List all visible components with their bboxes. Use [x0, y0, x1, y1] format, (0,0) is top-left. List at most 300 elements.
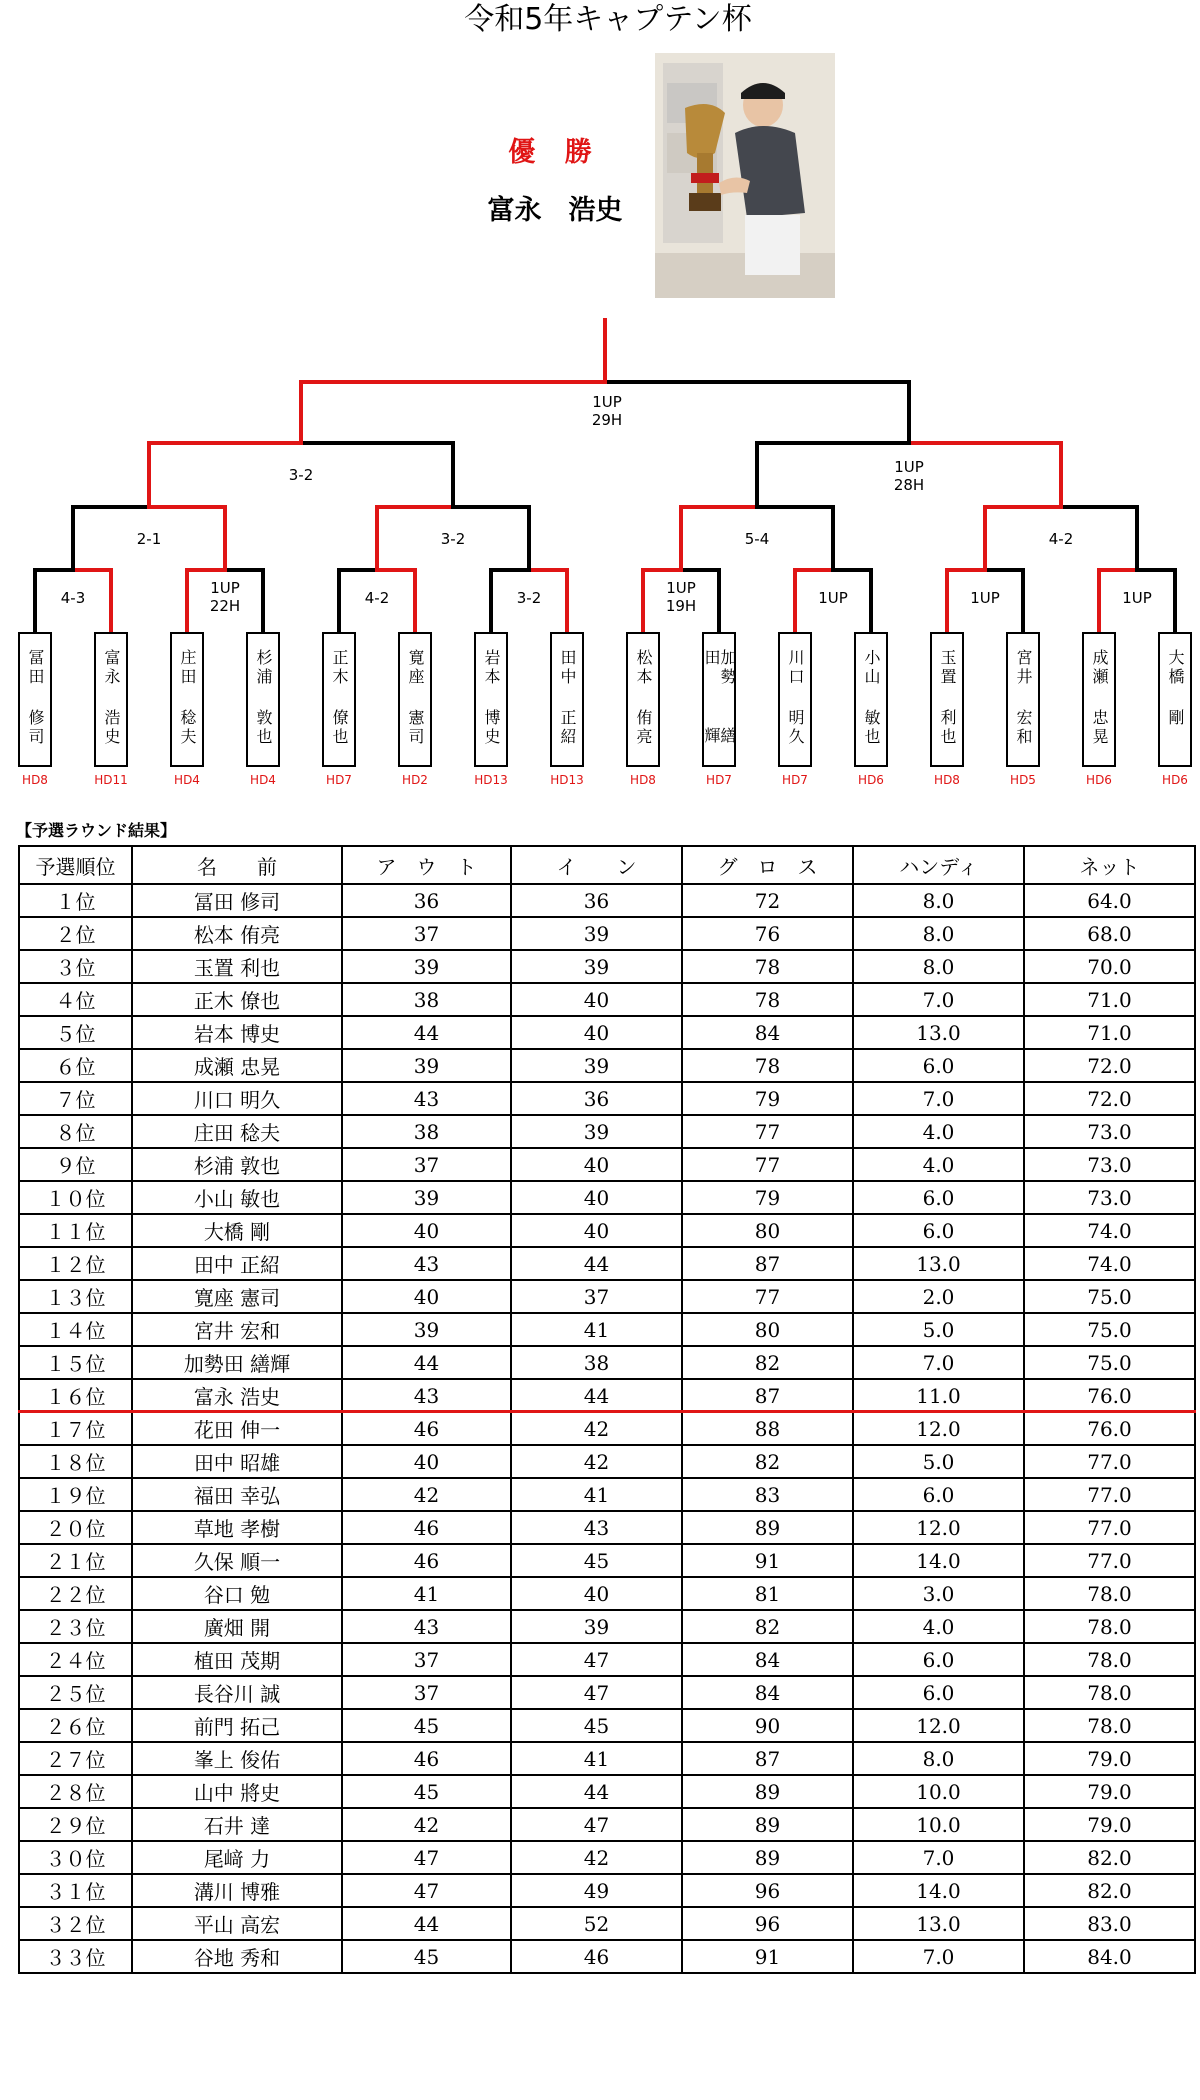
bracket-player	[778, 632, 812, 767]
cell-rank: ９位	[19, 1148, 132, 1181]
winner-photo	[655, 53, 835, 298]
table-row	[19, 1049, 1195, 1082]
cell-out: 45	[342, 1709, 511, 1742]
cell-out: 37	[342, 1676, 511, 1709]
cell-gross: 84	[682, 1676, 853, 1709]
cell-gross: 84	[682, 1016, 853, 1049]
cell-handicap: 14.0	[853, 1874, 1024, 1907]
cell-net: 78.0	[1024, 1676, 1195, 1709]
cell-net: 79.0	[1024, 1742, 1195, 1775]
cell-rank: ３位	[19, 950, 132, 983]
cell-handicap: 13.0	[853, 1247, 1024, 1280]
table-row	[19, 1478, 1195, 1511]
cell-gross: 77	[682, 1280, 853, 1313]
cell-gross: 96	[682, 1907, 853, 1940]
cell-handicap: 7.0	[853, 1841, 1024, 1874]
cell-net: 73.0	[1024, 1115, 1195, 1148]
player-handicap: HD6	[858, 773, 884, 787]
cell-gross: 79	[682, 1181, 853, 1214]
cell-in: 45	[511, 1709, 682, 1742]
cell-net: 74.0	[1024, 1214, 1195, 1247]
table-row	[19, 1808, 1195, 1841]
player-handicap: HD4	[250, 773, 276, 787]
cell-gross: 89	[682, 1511, 853, 1544]
player-surname: 小山	[862, 649, 881, 687]
match-score: 5-4	[744, 530, 770, 548]
cell-out: 46	[342, 1544, 511, 1577]
cell-out: 45	[342, 1940, 511, 1973]
cell-handicap: 4.0	[853, 1610, 1024, 1643]
table-row	[19, 884, 1195, 917]
cell-gross: 81	[682, 1577, 853, 1610]
cell-rank: ３２位	[19, 1907, 132, 1940]
player-surname: 大橋	[1166, 649, 1185, 687]
bracket-player	[702, 632, 736, 767]
cell-net: 76.0	[1024, 1412, 1195, 1445]
winner-name: 富永 浩史	[487, 195, 623, 226]
cell-handicap: 2.0	[853, 1280, 1024, 1313]
player-handicap: HD8	[22, 773, 48, 787]
cell-out: 47	[342, 1841, 511, 1874]
cell-gross: 87	[682, 1247, 853, 1280]
cell-name: 田中 昭雄	[132, 1445, 342, 1478]
cell-name: 玉置 利也	[132, 950, 342, 983]
cell-out: 43	[342, 1610, 511, 1643]
cell-name: 草地 孝樹	[132, 1511, 342, 1544]
cell-in: 40	[511, 1016, 682, 1049]
cell-in: 52	[511, 1907, 682, 1940]
table-row	[19, 1742, 1195, 1775]
page-title: 令和5年キャプテン杯	[464, 2, 752, 37]
player-surname: 庄田	[178, 649, 197, 687]
cell-handicap: 5.0	[853, 1313, 1024, 1346]
cell-rank: ２５位	[19, 1676, 132, 1709]
cell-in: 47	[511, 1676, 682, 1709]
match-score: 1UP	[1122, 589, 1152, 607]
table-row	[19, 1082, 1195, 1115]
table-row	[19, 917, 1195, 950]
player-handicap: HD7	[782, 773, 808, 787]
cell-net: 70.0	[1024, 950, 1195, 983]
header-name: 名 前	[132, 846, 342, 884]
cell-handicap: 7.0	[853, 1940, 1024, 1973]
cell-name: 谷地 秀和	[132, 1940, 342, 1973]
cell-handicap: 7.0	[853, 983, 1024, 1016]
cell-gross: 87	[682, 1379, 853, 1412]
cell-gross: 76	[682, 917, 853, 950]
cell-net: 68.0	[1024, 917, 1195, 950]
cell-in: 36	[511, 884, 682, 917]
player-given-name: 宏和	[1014, 709, 1033, 747]
bracket-player	[94, 632, 128, 767]
cell-gross: 78	[682, 1049, 853, 1082]
bracket-player	[18, 632, 52, 767]
cell-in: 47	[511, 1808, 682, 1841]
cell-rank: ２７位	[19, 1742, 132, 1775]
cell-in: 47	[511, 1643, 682, 1676]
cell-rank: ２０位	[19, 1511, 132, 1544]
cell-in: 40	[511, 1181, 682, 1214]
cell-handicap: 4.0	[853, 1148, 1024, 1181]
cell-rank: ７位	[19, 1082, 132, 1115]
table-row	[19, 1148, 1195, 1181]
player-given-name: 正紹	[558, 709, 577, 747]
player-surname: 玉置	[938, 649, 957, 687]
cell-in: 44	[511, 1247, 682, 1280]
player-handicap: HD11	[94, 773, 128, 787]
player-given-name: 敦也	[254, 709, 273, 747]
cell-in: 39	[511, 917, 682, 950]
player-given-name: 剛	[1166, 709, 1185, 728]
table-row	[19, 1412, 1195, 1445]
cell-rank: ３０位	[19, 1841, 132, 1874]
table-row	[19, 1346, 1195, 1379]
table-row	[19, 1511, 1195, 1544]
player-handicap: HD6	[1162, 773, 1188, 787]
cell-handicap: 3.0	[853, 1577, 1024, 1610]
player-surname: 川口	[786, 649, 805, 687]
cell-gross: 88	[682, 1412, 853, 1445]
cell-in: 40	[511, 1148, 682, 1181]
cell-name: 福田 幸弘	[132, 1478, 342, 1511]
table-row	[19, 950, 1195, 983]
cell-gross: 72	[682, 884, 853, 917]
match-score: 4-2	[1048, 530, 1074, 548]
cell-handicap: 13.0	[853, 1016, 1024, 1049]
table-row	[19, 1313, 1195, 1346]
table-row	[19, 1643, 1195, 1676]
cell-handicap: 4.0	[853, 1115, 1024, 1148]
table-row	[19, 1280, 1195, 1313]
cell-rank: ８位	[19, 1115, 132, 1148]
cell-gross: 80	[682, 1214, 853, 1247]
cell-in: 39	[511, 1049, 682, 1082]
cell-net: 76.0	[1024, 1379, 1195, 1412]
cell-handicap: 8.0	[853, 884, 1024, 917]
table-row	[19, 1379, 1195, 1412]
cell-net: 75.0	[1024, 1346, 1195, 1379]
cell-out: 44	[342, 1346, 511, 1379]
cell-in: 44	[511, 1379, 682, 1412]
player-given-name: 浩史	[102, 709, 121, 747]
cell-in: 41	[511, 1313, 682, 1346]
player-given-name: 博史	[482, 709, 501, 747]
table-row	[19, 1577, 1195, 1610]
player-surname: 田中	[558, 649, 577, 687]
cell-name: 長谷川 誠	[132, 1676, 342, 1709]
cell-name: 松本 侑亮	[132, 917, 342, 950]
bracket-player	[1006, 632, 1040, 767]
cell-in: 37	[511, 1280, 682, 1313]
cell-rank: １０位	[19, 1181, 132, 1214]
bracket-player	[550, 632, 584, 767]
cell-out: 44	[342, 1016, 511, 1049]
cell-gross: 82	[682, 1610, 853, 1643]
cell-in: 45	[511, 1544, 682, 1577]
cell-gross: 87	[682, 1742, 853, 1775]
cell-out: 39	[342, 1181, 511, 1214]
cell-out: 39	[342, 1049, 511, 1082]
cell-name: 久保 順一	[132, 1544, 342, 1577]
cell-gross: 77	[682, 1148, 853, 1181]
cell-handicap: 12.0	[853, 1412, 1024, 1445]
header-in: イ ン	[511, 846, 682, 884]
cell-rank: ２位	[19, 917, 132, 950]
player-given-name: 忠晃	[1090, 709, 1109, 747]
player-given-name: 利也	[938, 709, 957, 747]
player-surname: 岩本	[482, 649, 501, 687]
cell-name: 谷口 勉	[132, 1577, 342, 1610]
cell-handicap: 6.0	[853, 1478, 1024, 1511]
bracket-player	[930, 632, 964, 767]
cell-net: 83.0	[1024, 1907, 1195, 1940]
table-row	[19, 1940, 1195, 1973]
cell-rank: １４位	[19, 1313, 132, 1346]
cell-net: 82.0	[1024, 1841, 1195, 1874]
cell-name: 廣畑 開	[132, 1610, 342, 1643]
cell-rank: ２３位	[19, 1610, 132, 1643]
cell-handicap: 14.0	[853, 1544, 1024, 1577]
match-score: 1UP	[818, 589, 848, 607]
table-row	[19, 1544, 1195, 1577]
cell-handicap: 8.0	[853, 917, 1024, 950]
table-row	[19, 1709, 1195, 1742]
cell-gross: 82	[682, 1346, 853, 1379]
cell-handicap: 6.0	[853, 1676, 1024, 1709]
cell-in: 42	[511, 1412, 682, 1445]
cell-rank: ６位	[19, 1049, 132, 1082]
cell-rank: ２８位	[19, 1775, 132, 1808]
cell-out: 43	[342, 1247, 511, 1280]
cell-net: 77.0	[1024, 1544, 1195, 1577]
player-surname: 松本	[634, 649, 653, 687]
player-surname: 加勢田	[702, 649, 737, 687]
cell-handicap: 8.0	[853, 950, 1024, 983]
cell-out: 47	[342, 1874, 511, 1907]
player-given-name: 繕輝	[702, 727, 737, 747]
cell-name: 加勢田 繕輝	[132, 1346, 342, 1379]
cell-handicap: 13.0	[853, 1907, 1024, 1940]
cell-handicap: 6.0	[853, 1643, 1024, 1676]
cell-rank: ２９位	[19, 1808, 132, 1841]
cell-rank: １８位	[19, 1445, 132, 1478]
cell-gross: 96	[682, 1874, 853, 1907]
bracket-player	[398, 632, 432, 767]
table-row	[19, 1016, 1195, 1049]
cell-name: 富永 浩史	[132, 1379, 342, 1412]
cell-net: 73.0	[1024, 1181, 1195, 1214]
cell-rank: １７位	[19, 1412, 132, 1445]
player-surname: 杉浦	[254, 649, 273, 687]
bracket-player	[322, 632, 356, 767]
cell-name: 石井 達	[132, 1808, 342, 1841]
table-row	[19, 1610, 1195, 1643]
cell-handicap: 12.0	[853, 1709, 1024, 1742]
cell-name: 大橋 剛	[132, 1214, 342, 1247]
bracket-player	[626, 632, 660, 767]
player-surname: 正木	[330, 649, 349, 687]
cell-name: 山中 將史	[132, 1775, 342, 1808]
cell-in: 39	[511, 950, 682, 983]
table-row	[19, 1181, 1195, 1214]
cell-in: 49	[511, 1874, 682, 1907]
bracket-player	[1082, 632, 1116, 767]
cell-out: 39	[342, 1313, 511, 1346]
player-handicap: HD5	[1010, 773, 1036, 787]
cell-handicap: 10.0	[853, 1775, 1024, 1808]
cell-handicap: 7.0	[853, 1082, 1024, 1115]
cell-handicap: 6.0	[853, 1181, 1024, 1214]
player-surname: 宮井	[1014, 649, 1033, 687]
cell-out: 42	[342, 1478, 511, 1511]
cell-name: 峯上 俊佑	[132, 1742, 342, 1775]
cell-out: 37	[342, 1643, 511, 1676]
cell-out: 46	[342, 1412, 511, 1445]
table-row	[19, 1115, 1195, 1148]
cell-in: 46	[511, 1940, 682, 1973]
cell-net: 77.0	[1024, 1511, 1195, 1544]
cell-name: 前門 拓己	[132, 1709, 342, 1742]
cell-handicap: 6.0	[853, 1214, 1024, 1247]
cell-gross: 78	[682, 983, 853, 1016]
player-handicap: HD6	[1086, 773, 1112, 787]
player-handicap: HD7	[706, 773, 732, 787]
cell-out: 38	[342, 983, 511, 1016]
bracket-player	[170, 632, 204, 767]
player-handicap: HD2	[402, 773, 428, 787]
cell-rank: ２６位	[19, 1709, 132, 1742]
cell-name: 寛座 憲司	[132, 1280, 342, 1313]
player-handicap: HD13	[550, 773, 584, 787]
match-score: 2-1	[136, 530, 162, 548]
cell-out: 42	[342, 1808, 511, 1841]
cell-net: 82.0	[1024, 1874, 1195, 1907]
cell-out: 38	[342, 1115, 511, 1148]
cell-rank: １５位	[19, 1346, 132, 1379]
cell-gross: 77	[682, 1115, 853, 1148]
cell-rank: ４位	[19, 983, 132, 1016]
match-score: 1UP	[970, 589, 1000, 607]
cell-net: 74.0	[1024, 1247, 1195, 1280]
cell-out: 45	[342, 1775, 511, 1808]
cell-gross: 80	[682, 1313, 853, 1346]
cell-handicap: 8.0	[853, 1742, 1024, 1775]
cell-rank: ３１位	[19, 1874, 132, 1907]
header-out: ア ウ ト	[342, 846, 511, 884]
cell-name: 庄田 稔夫	[132, 1115, 342, 1148]
cell-in: 39	[511, 1610, 682, 1643]
cell-handicap: 10.0	[853, 1808, 1024, 1841]
player-handicap: HD13	[474, 773, 508, 787]
cell-net: 72.0	[1024, 1049, 1195, 1082]
cell-net: 79.0	[1024, 1775, 1195, 1808]
cell-out: 39	[342, 950, 511, 983]
cell-name: 冨田 修司	[132, 884, 342, 917]
player-given-name: 明久	[786, 709, 805, 747]
cell-name: 田中 正紹	[132, 1247, 342, 1280]
cell-net: 71.0	[1024, 983, 1195, 1016]
match-score: 4-2	[364, 589, 390, 607]
match-score: 1UP 29H	[591, 393, 623, 429]
cell-name: 正木 僚也	[132, 983, 342, 1016]
cell-in: 40	[511, 1214, 682, 1247]
cell-handicap: 7.0	[853, 1346, 1024, 1379]
match-score: 3-2	[440, 530, 466, 548]
cell-out: 43	[342, 1082, 511, 1115]
table-row	[19, 1214, 1195, 1247]
table-row	[19, 1775, 1195, 1808]
cell-gross: 89	[682, 1775, 853, 1808]
player-handicap: HD8	[630, 773, 656, 787]
header-gross: グ ロ ス	[682, 846, 853, 884]
cell-net: 72.0	[1024, 1082, 1195, 1115]
cell-name: 尾﨑 力	[132, 1841, 342, 1874]
cell-handicap: 5.0	[853, 1445, 1024, 1478]
cell-net: 64.0	[1024, 884, 1195, 917]
cell-name: 成瀬 忠晃	[132, 1049, 342, 1082]
cell-net: 78.0	[1024, 1610, 1195, 1643]
cell-net: 84.0	[1024, 1940, 1195, 1973]
cell-out: 41	[342, 1577, 511, 1610]
cell-gross: 83	[682, 1478, 853, 1511]
cell-gross: 91	[682, 1940, 853, 1973]
cell-name: 小山 敏也	[132, 1181, 342, 1214]
cell-gross: 89	[682, 1808, 853, 1841]
cell-rank: １２位	[19, 1247, 132, 1280]
cell-in: 41	[511, 1478, 682, 1511]
cell-net: 75.0	[1024, 1280, 1195, 1313]
cell-rank: １位	[19, 884, 132, 917]
cell-name: 岩本 博史	[132, 1016, 342, 1049]
cell-name: 花田 伸一	[132, 1412, 342, 1445]
cell-gross: 89	[682, 1841, 853, 1874]
cell-gross: 90	[682, 1709, 853, 1742]
match-score: 1UP 19H	[665, 579, 697, 615]
cell-net: 73.0	[1024, 1148, 1195, 1181]
cell-handicap: 6.0	[853, 1049, 1024, 1082]
cell-name: 杉浦 敦也	[132, 1148, 342, 1181]
cell-gross: 82	[682, 1445, 853, 1478]
player-given-name: 修司	[26, 709, 45, 747]
qualifying-cutline	[18, 1410, 1196, 1413]
cell-name: 川口 明久	[132, 1082, 342, 1115]
player-given-name: 僚也	[330, 709, 349, 747]
cell-net: 78.0	[1024, 1577, 1195, 1610]
cell-name: 植田 茂期	[132, 1643, 342, 1676]
player-given-name: 侑亮	[634, 709, 653, 747]
cell-rank: ２２位	[19, 1577, 132, 1610]
table-row	[19, 1445, 1195, 1478]
player-handicap: HD4	[174, 773, 200, 787]
player-surname: 富永	[102, 649, 121, 687]
bracket-player	[474, 632, 508, 767]
cell-in: 44	[511, 1775, 682, 1808]
player-surname: 成瀬	[1090, 649, 1109, 687]
player-given-name: 敏也	[862, 709, 881, 747]
bracket-player	[854, 632, 888, 767]
table-row	[19, 983, 1195, 1016]
cell-out: 46	[342, 1742, 511, 1775]
table-row	[19, 1247, 1195, 1280]
cell-out: 37	[342, 917, 511, 950]
cell-rank: １６位	[19, 1379, 132, 1412]
cell-net: 79.0	[1024, 1808, 1195, 1841]
cell-name: 宮井 宏和	[132, 1313, 342, 1346]
cell-rank: １３位	[19, 1280, 132, 1313]
cell-handicap: 12.0	[853, 1511, 1024, 1544]
cell-out: 43	[342, 1379, 511, 1412]
table-row	[19, 1907, 1195, 1940]
